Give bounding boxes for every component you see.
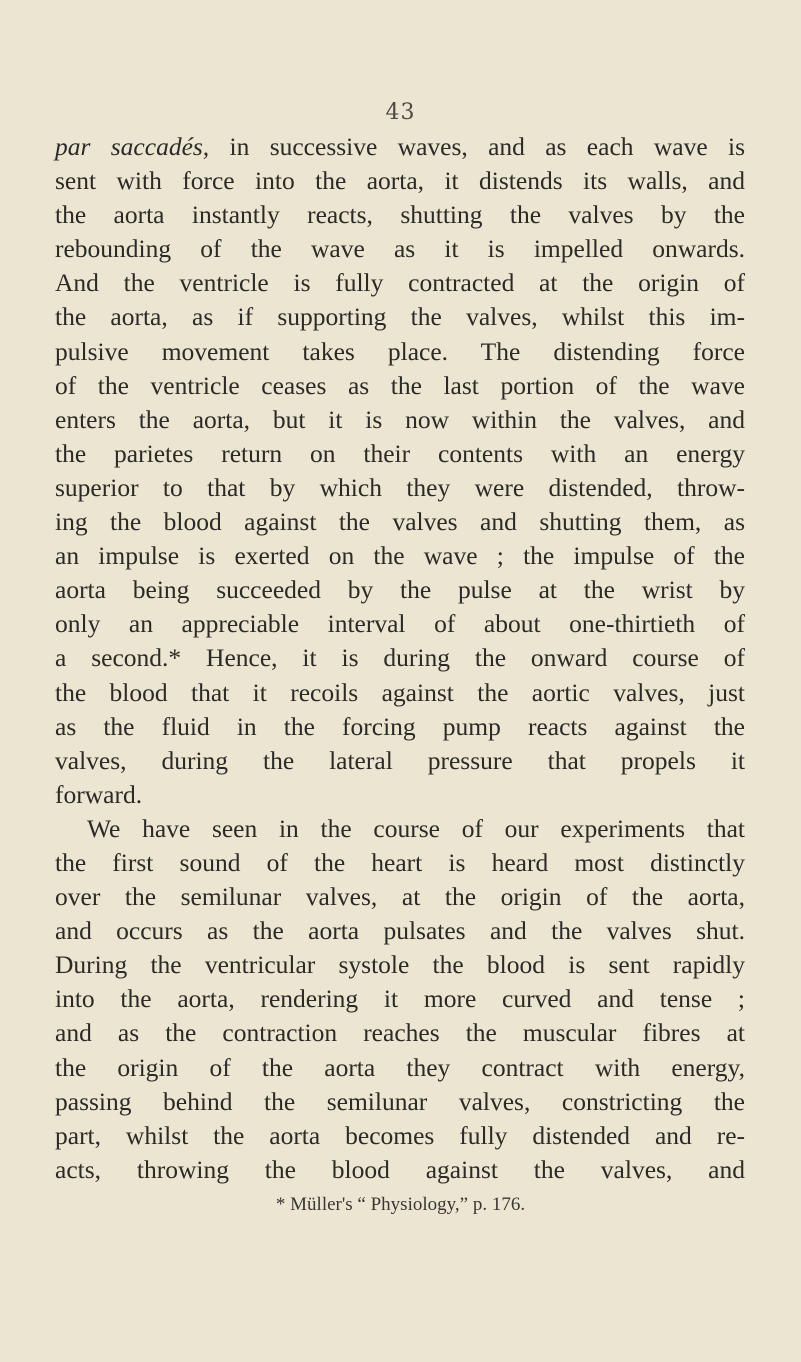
text-line-1: [55, 130, 745, 164]
text-line: ing the blood against the valves and shutting them, as: [55, 507, 745, 537]
text-line: the origin of the aorta they contract with energy,: [55, 1052, 745, 1082]
text-line: aorta being succeeded by the pulse at the wrist by: [55, 575, 745, 605]
text-line: rebounding of the wave as it is impelled onwards.: [55, 234, 745, 264]
text-line: valves, during the lateral pressure that propels it: [55, 745, 745, 775]
paragraph-end-line: forward.: [55, 779, 143, 809]
text-line: and occurs as the aorta pulsates and the valves shut.: [55, 916, 745, 946]
text-line: During the ventricular systole the blood is sent rapidly: [55, 950, 745, 980]
text-line: and as the contraction reaches the muscular fibres at: [55, 1018, 745, 1048]
body-text: [55, 130, 745, 1187]
text-line: the aorta, as if supporting the valves, whilst this im-: [55, 302, 745, 332]
text-line: superior to that by which they were distended, throw-: [55, 472, 745, 502]
text-line: part, whilst the aorta becomes fully distended and re-: [55, 1120, 745, 1150]
text-line: the first sound of the heart is heard most distinctly: [55, 847, 745, 877]
text-line: the blood that it recoils against the aortic valves, just: [55, 677, 745, 707]
text-line: only an appreciable interval of about one-thirtieth of: [55, 609, 745, 639]
text-line: into the aorta, rendering it more curved and tense ;: [55, 984, 745, 1014]
page-number: 43: [385, 100, 416, 125]
text-line: an impulse is exerted on the wave ; the impulse of the: [55, 541, 745, 571]
text-line: of the ventricle ceases as the last portion of the wave: [55, 370, 745, 400]
text-line: the parietes return on their contents with an energy: [55, 438, 745, 468]
text-line: a second.* Hence, it is during the onward course of: [55, 643, 745, 673]
footnote: * Müller's “ Physiology,” p. 176.: [275, 1194, 526, 1215]
text-line: the aorta instantly reacts, shutting the valves by the: [55, 200, 745, 230]
text-line: passing behind the semilunar valves, constricting the: [55, 1086, 745, 1116]
text-line: We have seen in the course of our experiments that: [87, 813, 745, 843]
italic-phrase: par saccadés,: [55, 132, 210, 161]
first-line-rest: in successive waves, and as each wave is: [209, 132, 745, 161]
text-line: enters the aorta, but it is now within the valves, and: [55, 404, 745, 434]
text-line: acts, throwing the blood against the valves, and: [55, 1154, 745, 1184]
text-line: over the semilunar valves, at the origin of the aorta,: [55, 882, 745, 912]
text-line: And the ventricle is fully contracted at the origin of: [55, 268, 745, 298]
text-line: as the fluid in the forcing pump reacts against the: [55, 711, 745, 741]
text-line: pulsive movement takes place. The distending force: [55, 336, 745, 366]
text-line: sent with force into the aorta, it distends its walls, and: [55, 166, 745, 196]
